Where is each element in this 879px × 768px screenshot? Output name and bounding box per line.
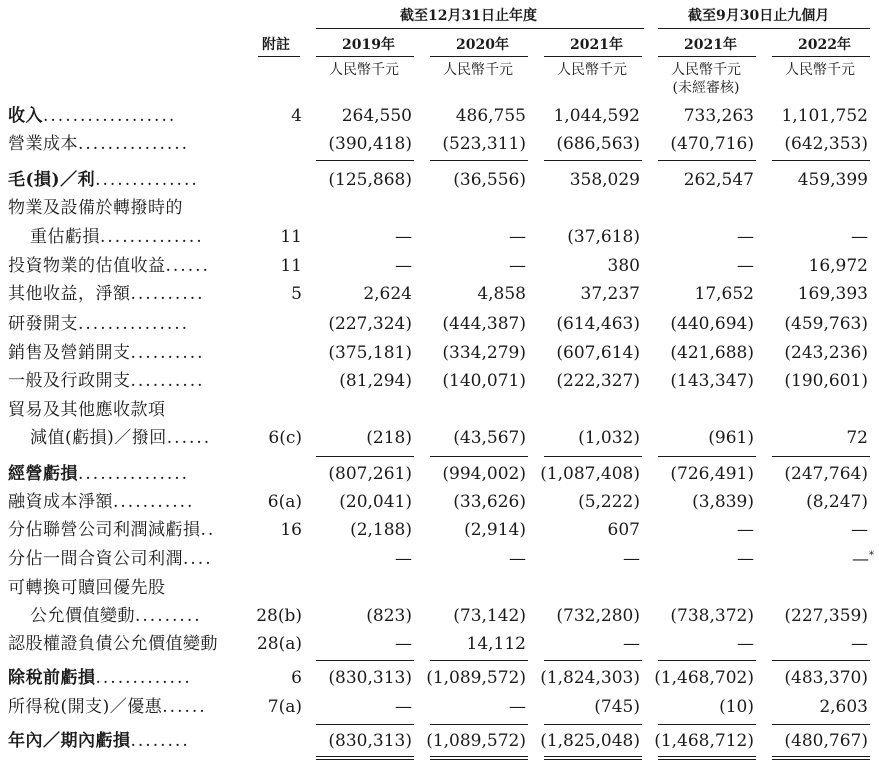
row-value: (459,763): [784, 314, 868, 334]
row-value: (1,032): [578, 428, 640, 448]
group-header-year-ended: 截至12月31日止年度: [400, 8, 537, 24]
row-value: 2,603: [819, 697, 868, 717]
subtotal-rule: [316, 660, 414, 661]
subtotal-rule: [316, 724, 414, 725]
row-value: 14,112: [466, 634, 526, 654]
row-label: 除稅前虧損.............: [8, 668, 192, 688]
row-value: [764, 551, 874, 569]
row-value: (33,626): [453, 492, 526, 512]
row-leader-dots: ..............: [95, 170, 199, 190]
row-label: 可轉換可贖回優先股: [8, 578, 166, 598]
subtotal-rule: [772, 759, 870, 760]
year-header: 2020年: [456, 37, 509, 53]
row-label: 貿易及其他應收款項: [8, 400, 166, 420]
row-leader-dots: ..: [200, 520, 216, 540]
row-value: (140,071): [442, 371, 526, 391]
row-value: 16,972: [808, 256, 868, 276]
row-value: —: [737, 549, 754, 569]
row-value: —: [395, 549, 412, 569]
row-value: (470,716): [670, 134, 754, 154]
row-value: (686,563): [556, 134, 640, 154]
row-leader-dots: ..........: [130, 371, 205, 391]
row-value: (1,824,303): [540, 668, 640, 688]
currency-unit: 人民幣千元: [671, 62, 741, 78]
row-value: 264,550: [341, 106, 412, 126]
note-column-header: 附註: [262, 37, 290, 53]
row-leader-dots: ......: [165, 256, 210, 276]
row-value: (480,767): [784, 731, 868, 751]
row-value: 37,237: [580, 284, 640, 304]
row-note: 6(c): [268, 428, 302, 448]
row-label: 銷售及營銷開支..........: [8, 343, 205, 363]
row-note: 6: [291, 668, 302, 688]
row-leader-dots: ...............: [78, 464, 190, 484]
subtotal-rule: [658, 724, 756, 725]
subtotal-rule: [430, 160, 528, 161]
row-value: (738,372): [670, 606, 754, 626]
row-label: 投資物業的估值收益......: [8, 256, 210, 276]
row-value: 2,624: [363, 284, 412, 304]
subtotal-rule: [430, 724, 528, 725]
group-header-nine-months: 截至9月30日止九個月: [688, 8, 830, 24]
row-value: —: [509, 227, 526, 247]
row-value: (243,236): [784, 343, 868, 363]
year-header-rule: [772, 56, 870, 57]
row-value: 486,755: [455, 106, 526, 126]
subtotal-rule: [544, 456, 642, 457]
subtotal-rule: [772, 724, 870, 725]
row-label: 融資成本淨額...........: [8, 492, 195, 512]
row-leader-dots: ........: [130, 731, 190, 751]
year-header-rule: [544, 56, 642, 57]
row-label: 年內／期內虧損........: [8, 731, 190, 751]
row-value: (73,142): [453, 606, 526, 626]
row-note: 28(b): [256, 606, 302, 626]
subtotal-rule: [316, 160, 414, 161]
row-leader-dots: ..........: [130, 284, 205, 304]
row-leader-dots: ......: [166, 428, 212, 448]
row-value: —: [851, 520, 868, 540]
row-value: 17,652: [694, 284, 754, 304]
row-label: 所得稅(開支)／優惠......: [8, 697, 207, 717]
subtotal-rule: [316, 456, 414, 457]
year-header: 2022年: [798, 37, 851, 53]
row-value: 733,263: [683, 106, 754, 126]
row-value: —: [509, 256, 526, 276]
row-label: 經營虧損...............: [8, 464, 190, 484]
row-value: —: [737, 634, 754, 654]
row-value: (745): [594, 697, 640, 717]
row-leader-dots: ......: [162, 697, 207, 717]
row-value: (143,347): [670, 371, 754, 391]
row-label: 收入..................: [8, 106, 177, 126]
subtotal-rule: [772, 456, 870, 457]
row-value: 1,101,752: [781, 106, 868, 126]
row-value: 380: [607, 256, 640, 276]
row-value: (994,002): [442, 464, 526, 484]
currency-unit: 人民幣千元: [329, 62, 399, 78]
row-value: (8,247): [806, 492, 868, 512]
subtotal-rule: [658, 160, 756, 161]
subtotal-rule: [544, 759, 642, 760]
subtotal-rule: [430, 759, 528, 760]
row-leader-dots: ...............: [78, 314, 190, 334]
row-label: 一般及行政開支..........: [8, 371, 205, 391]
row-value: —: [623, 634, 640, 654]
value-dash: —: [852, 549, 869, 570]
row-value: —: [851, 634, 868, 654]
row-note: 4: [291, 106, 302, 126]
row-value: (375,181): [328, 343, 412, 363]
row-label: 公允價值變動.........: [30, 606, 202, 626]
subtotal-rule: [772, 756, 870, 757]
row-value: (1,087,408): [540, 464, 640, 484]
row-value: (642,353): [784, 134, 868, 154]
row-value: (823): [366, 606, 412, 626]
subtotal-rule: [430, 756, 528, 757]
row-value: (43,567): [453, 428, 526, 448]
row-value: (227,359): [784, 606, 868, 626]
row-value: (10): [719, 697, 754, 717]
row-leader-dots: ...........: [113, 492, 195, 512]
row-value: (334,279): [442, 343, 526, 363]
row-label: 減值(虧損)／撥回......: [30, 428, 212, 448]
row-note: 11: [280, 227, 302, 247]
row-label: 分佔一間合資公司利潤....: [8, 549, 213, 569]
row-label: 毛(損)／利..............: [8, 170, 199, 190]
row-value: 459,399: [797, 170, 868, 190]
footnote-asterisk: *: [869, 550, 874, 561]
row-value: (807,261): [328, 464, 412, 484]
row-value: (3,839): [692, 492, 754, 512]
row-value: —: [737, 256, 754, 276]
row-value: (732,280): [556, 606, 640, 626]
subtotal-rule: [772, 660, 870, 661]
row-value: (421,688): [670, 343, 754, 363]
row-value: —: [395, 697, 412, 717]
row-value: (125,868): [328, 170, 412, 190]
row-label: 物業及設備於轉撥時的: [8, 198, 183, 218]
row-value: (1,089,572): [426, 731, 526, 751]
row-value: (390,418): [328, 134, 412, 154]
currency-unit: 人民幣千元: [785, 62, 855, 78]
row-leader-dots: ....: [183, 549, 213, 569]
row-value: (2,914): [464, 520, 526, 540]
row-label: 分佔聯營公司利潤減虧損..: [8, 520, 216, 540]
row-value: —: [395, 634, 412, 654]
row-value: (607,614): [556, 343, 640, 363]
subtotal-rule: [316, 759, 414, 760]
row-value: 262,547: [683, 170, 754, 190]
row-value: (190,601): [784, 371, 868, 391]
year-header: 2021年: [570, 37, 623, 53]
row-leader-dots: ..................: [43, 106, 177, 126]
row-value: (523,311): [442, 134, 526, 154]
row-value: (81,294): [339, 371, 412, 391]
row-leader-dots: ..........: [130, 343, 205, 363]
year-header-rule: [316, 56, 414, 57]
year-header-rule: [658, 56, 756, 57]
row-value: —: [395, 227, 412, 247]
subtotal-rule: [430, 660, 528, 661]
year-header: 2019年: [342, 37, 395, 53]
row-label: 其他收益，淨額..........: [8, 284, 205, 304]
row-value: (227,324): [328, 314, 412, 334]
row-value: 358,029: [569, 170, 640, 190]
subtotal-rule: [316, 756, 414, 757]
note-header-rule: [258, 56, 300, 57]
subtotal-rule: [544, 724, 642, 725]
row-value: 72: [846, 428, 868, 448]
subtotal-rule: [430, 456, 528, 457]
row-value: (444,387): [442, 314, 526, 334]
row-value: (247,764): [784, 464, 868, 484]
row-value: 607: [607, 520, 640, 540]
row-value: (614,463): [556, 314, 640, 334]
row-value: (222,327): [556, 371, 640, 391]
row-leader-dots: ..............: [100, 227, 204, 247]
currency-unit: 人民幣千元: [443, 62, 513, 78]
row-value: 1,044,592: [553, 106, 640, 126]
row-leader-dots: ...............: [78, 134, 190, 154]
row-label: 重估虧損..............: [30, 227, 204, 247]
subtotal-rule: [544, 160, 642, 161]
row-value: (830,313): [328, 731, 412, 751]
row-note: 5: [291, 284, 302, 304]
row-value: 169,393: [797, 284, 868, 304]
row-value: (37,618): [567, 227, 640, 247]
row-label: 研發開支...............: [8, 314, 190, 334]
unaudited-note: (未經審核): [672, 80, 740, 96]
row-value: (961): [708, 428, 754, 448]
row-value: —: [509, 549, 526, 569]
row-value: (726,491): [670, 464, 754, 484]
row-note: 28(a): [256, 634, 302, 654]
row-value: —: [851, 227, 868, 247]
row-value: (5,222): [578, 492, 640, 512]
subtotal-rule: [772, 160, 870, 161]
row-value: —: [509, 697, 526, 717]
row-value: (830,313): [328, 668, 412, 688]
row-value: —: [623, 549, 640, 569]
row-value: (1,825,048): [540, 731, 640, 751]
row-note: 11: [280, 256, 302, 276]
year-header: 2021年: [684, 37, 737, 53]
row-value: (440,694): [670, 314, 754, 334]
subtotal-rule: [658, 660, 756, 661]
row-value: (483,370): [784, 668, 868, 688]
row-value: 4,858: [477, 284, 526, 304]
row-value: (20,041): [339, 492, 412, 512]
subtotal-rule: [544, 660, 642, 661]
row-value: (1,468,702): [654, 668, 754, 688]
row-note: 6(a): [267, 492, 302, 512]
group-header-rule-1: [316, 28, 644, 29]
year-header-rule: [430, 56, 528, 57]
row-label: 營業成本...............: [8, 134, 190, 154]
row-note: 16: [280, 520, 302, 540]
row-value: —: [395, 256, 412, 276]
row-value: (1,468,712): [654, 731, 754, 751]
row-value: —: [737, 227, 754, 247]
row-value: (36,556): [453, 170, 526, 190]
subtotal-rule: [544, 756, 642, 757]
subtotal-rule: [658, 756, 756, 757]
row-value: —: [737, 520, 754, 540]
group-header-rule-2: [658, 28, 870, 29]
row-leader-dots: .............: [95, 668, 192, 688]
row-note: 7(a): [267, 697, 302, 717]
row-leader-dots: .........: [135, 606, 202, 626]
row-value: (218): [366, 428, 412, 448]
row-value: (2,188): [350, 520, 412, 540]
currency-unit: 人民幣千元: [557, 62, 627, 78]
subtotal-rule: [658, 759, 756, 760]
subtotal-rule: [658, 456, 756, 457]
row-label: 認股權證負債公允價值變動: [8, 634, 218, 654]
row-value: (1,089,572): [426, 668, 526, 688]
